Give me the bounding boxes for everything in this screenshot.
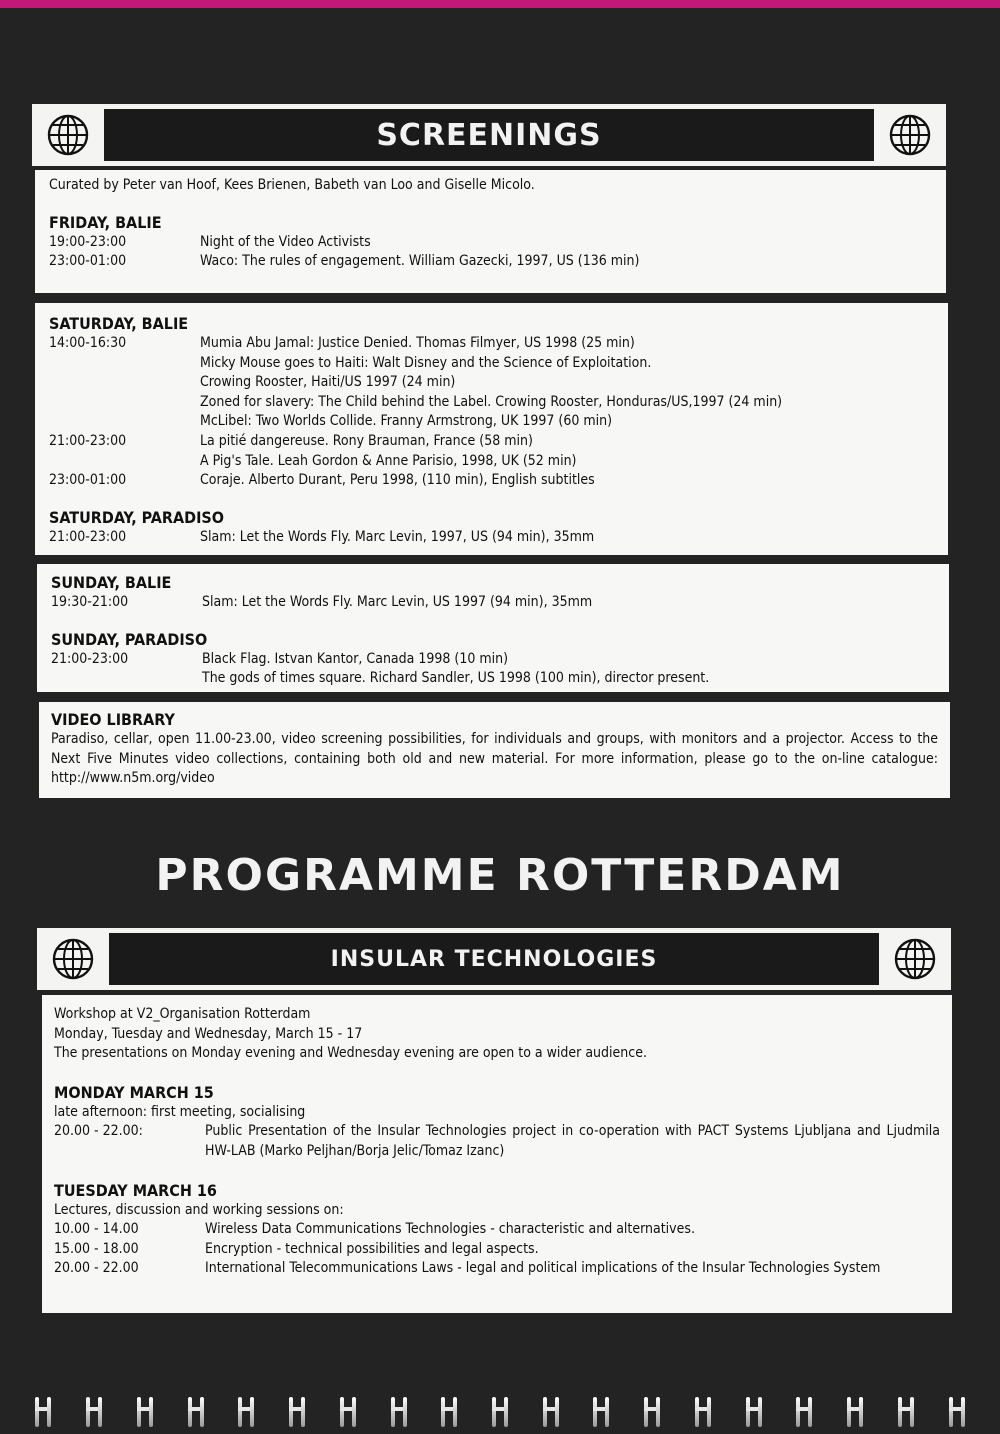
schedule-row: Crowing Rooster, Haiti/US 1997 (24 min) — [200, 374, 456, 391]
day-heading: MONDAY MARCH 15 — [54, 1082, 214, 1102]
binding-coil — [339, 1393, 357, 1429]
schedule-row: 10.00 - 14.00 Wireless Data Communications Technologies - characteristic and alternatives. — [54, 1221, 695, 1238]
intro-line: Workshop at V2_Organisation Rotterdam — [54, 1006, 311, 1022]
schedule-row: 14:00-16:30 Mumia Abu Jamal: Justice Denied. Thomas Filmyer, US 1998 (25 min) — [49, 335, 635, 351]
schedule-row: A Pig's Tale. Leah Gordon & Anne Parisio, 1998, UK (52 min) — [200, 452, 577, 469]
day-heading: SUNDAY, PARADISO — [51, 629, 208, 649]
schedule-row: 20.00 - 22.00: Public Presentation of the Insular Technologies project in co-operation with PACT Systems Ljubljana and Ljudmila HW-LAB (Marko Peljhan/Borja Jelic/Tomaz Izanc) — [54, 1123, 940, 1159]
binding-coil — [237, 1393, 255, 1429]
binding-coil — [542, 1393, 560, 1429]
schedule-row: 20.00 - 22.00 International Telecommunications Laws - legal and political implications of the Insular Technologies System — [54, 1260, 881, 1277]
binding-coil — [288, 1393, 306, 1429]
schedule-row: Micky Mouse goes to Haiti: Walt Disney and the Science of Exploitation. — [200, 354, 652, 371]
binding-coil — [846, 1393, 864, 1429]
binding-coil — [643, 1393, 661, 1429]
schedule-row: 23:00-01:00 Coraje. Alberto Durant, Peru 1998, (110 min), English subtitles — [49, 472, 595, 489]
binding-coil — [85, 1393, 103, 1429]
intro-line: Monday, Tuesday and Wednesday, March 15 - 17 — [54, 1025, 363, 1042]
binding-coil — [136, 1393, 154, 1429]
schedule-row: 19:00-23:00 Night of the Video Activists — [49, 233, 371, 250]
binding-coil — [745, 1393, 763, 1429]
schedule-row: 21:00-23:00 Black Flag. Istvan Kantor, Canada 1998 (10 min) — [51, 650, 509, 667]
video-library-heading: VIDEO LIBRARY — [51, 710, 175, 729]
globe-icon — [885, 934, 945, 984]
day-note: Lectures, discussion and working sessions on: — [54, 1201, 344, 1218]
globe-icon — [38, 110, 98, 160]
spiral-binding — [0, 1388, 1000, 1434]
day-heading: SATURDAY, BALIE — [49, 314, 189, 333]
binding-coil — [440, 1393, 458, 1429]
binding-coil — [694, 1393, 712, 1429]
schedule-row: 15.00 - 18.00 Encryption - technical possibilities and legal aspects. — [54, 1240, 539, 1257]
schedule-row: 21:00-23:00 Slam: Let the Words Fly. Marc Levin, 1997, US (94 min), 35mm — [49, 528, 595, 545]
screenings-title: SCREENINGS — [104, 109, 874, 161]
schedule-row: McLibel: Two Worlds Collide. Franny Armstrong, UK 1997 (60 min) — [200, 413, 613, 430]
binding-coil — [390, 1393, 408, 1429]
schedule-row: 23:00-01:00 Waco: The rules of engagement. William Gazecki, 1997, US (136 min) — [49, 253, 640, 270]
intro-line: The presentations on Monday evening and Wednesday evening are open to a wider audience. — [54, 1045, 647, 1062]
day-note: late afternoon: first meeting, socialising — [54, 1103, 306, 1120]
globe-icon — [880, 110, 940, 160]
programme-rotterdam-title: PROGRAMME ROTTERDAM — [155, 850, 845, 901]
globe-icon — [43, 934, 103, 984]
schedule-row: 19:30-21:00 Slam: Let the Words Fly. Marc Levin, US 1997 (94 min), 35mm — [51, 594, 593, 610]
curated-line: Curated by Peter van Hoof, Kees Brienen, Babeth van Loo and Giselle Micolo. — [49, 177, 535, 193]
binding-coil — [948, 1393, 966, 1429]
schedule-row: 21:00-23:00 La pitié dangereuse. Rony Brauman, France (58 min) — [49, 432, 533, 449]
friday-box — [35, 170, 946, 293]
video-library-text: Paradiso, cellar, open 11.00-23.00, video screening possibilities, for individuals and groups, with monitors and a projector. Access to the Next Five Minutes video collections, containing both old and new material. For more information, please go to the on-line catalogue: http://www.n5m.org/video — [51, 731, 938, 787]
insular-technologies-title: INSULAR TECHNOLOGIES — [109, 933, 879, 985]
insular-technologies-box — [42, 995, 952, 1313]
saturday-box — [35, 303, 948, 555]
schedule-row: The gods of times square. Richard Sandler, US 1998 (100 min), director present. — [202, 670, 710, 687]
day-heading: SUNDAY, BALIE — [51, 573, 172, 592]
insular-technologies-header — [37, 928, 951, 990]
day-heading: SATURDAY, PARADISO — [49, 507, 225, 527]
screenings-header — [32, 104, 946, 166]
top-edge-strip — [0, 0, 1000, 8]
binding-coil — [34, 1393, 52, 1429]
sunday-box — [37, 564, 949, 692]
binding-coil — [592, 1393, 610, 1429]
binding-coil — [187, 1393, 205, 1429]
video-library-box — [39, 702, 950, 798]
binding-coil — [897, 1393, 915, 1429]
binding-coil — [795, 1393, 813, 1429]
day-heading: TUESDAY MARCH 16 — [54, 1180, 217, 1200]
binding-coil — [491, 1393, 509, 1429]
day-heading: FRIDAY, BALIE — [49, 212, 162, 232]
schedule-row: Zoned for slavery: The Child behind the Label. Crowing Rooster, Honduras/US,1997 (24 min) — [200, 393, 783, 410]
